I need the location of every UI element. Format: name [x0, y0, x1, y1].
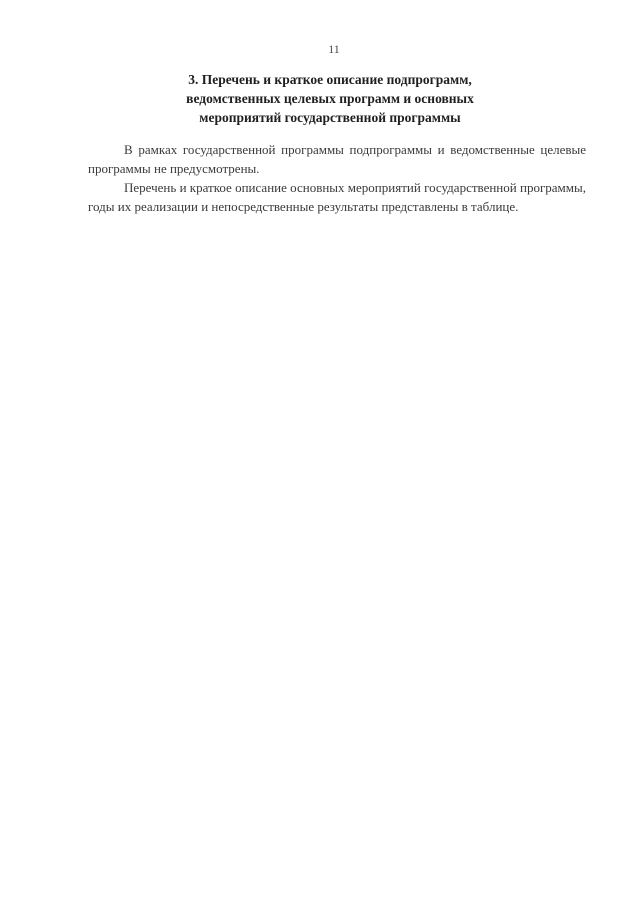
- paragraph-subprograms: В рамках государственной программы подпрограммы и ведомственные целевые программы не предусмотрены.: [88, 142, 586, 176]
- section-heading: [100, 70, 560, 127]
- page-number: 11: [328, 42, 340, 56]
- section-heading-line-2: ведомственных целевых программ и основных: [186, 91, 474, 106]
- paragraph-activities: Перечень и краткое описание основных мероприятий государственной программы, годы их реализации и непосредственные результаты представлены в таблице.: [88, 180, 586, 214]
- body-text: [88, 140, 586, 216]
- section-heading-line-1: 3. Перечень и краткое описание подпрограмм,: [188, 72, 472, 87]
- section-heading-line-3: мероприятий государственной программы: [199, 110, 461, 125]
